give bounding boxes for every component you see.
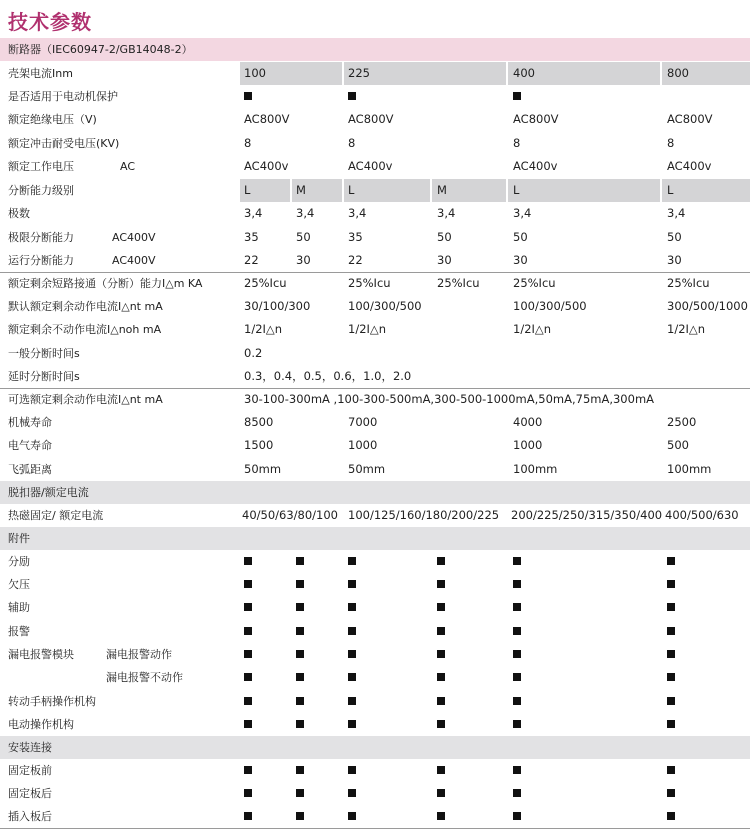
check-mark-icon	[296, 643, 304, 666]
cell-value: 100	[244, 66, 266, 80]
row-label: 电气寿命	[8, 439, 52, 452]
row-label: 额定绝缘电压（V)	[8, 113, 97, 126]
page-title: 技术参数	[8, 10, 92, 34]
check-mark-icon	[513, 573, 521, 596]
check-mark-icon	[296, 550, 304, 573]
cell-value: 1500	[244, 438, 274, 452]
row-label: 一般分断时间s	[8, 347, 80, 360]
check-mark-icon	[244, 620, 252, 643]
table-row-impulse	[0, 132, 750, 155]
check-mark-icon	[513, 643, 521, 666]
table-row-elec-life	[0, 434, 750, 457]
check-mark-icon	[348, 759, 356, 782]
table-row-residual-noop	[0, 318, 750, 341]
cell-value: 1/2I△n	[667, 322, 706, 336]
check-mark-icon	[296, 713, 304, 736]
cell-value: 50mm	[244, 462, 282, 476]
cell-value: 400	[513, 66, 535, 80]
check-mark-icon	[667, 782, 675, 805]
row-label: 转动手柄操作机构	[8, 695, 96, 708]
check-mark-icon	[667, 759, 675, 782]
section-header-release	[0, 481, 750, 504]
row-label: 热磁固定/ 额定电流	[8, 509, 104, 522]
table-row-optional-op	[0, 388, 750, 411]
row-sublabel: AC400V	[112, 254, 156, 267]
cell-value: AC400v	[348, 159, 393, 173]
cell-value: 35	[348, 230, 363, 244]
check-mark-icon	[244, 713, 252, 736]
cell-value: 3,4	[513, 206, 532, 220]
check-mark-icon	[667, 550, 675, 573]
cell-value: 22	[348, 253, 363, 267]
check-mark-icon	[348, 666, 356, 689]
check-mark-icon	[348, 782, 356, 805]
cell-value: M	[437, 183, 447, 197]
table-row-plugin	[0, 805, 750, 828]
row-label: 机械寿命	[8, 416, 52, 429]
cell-value: 8	[244, 136, 252, 150]
check-mark-icon	[244, 573, 252, 596]
cell-value: 25%Icu	[667, 276, 710, 290]
check-mark-icon	[348, 550, 356, 573]
table-row-general-time	[0, 342, 750, 365]
cell-value: 500	[667, 438, 689, 452]
row-sublabel: 漏电报警不动作	[106, 671, 183, 684]
check-mark-icon	[348, 596, 356, 619]
row-label: 分励	[8, 555, 30, 568]
check-mark-icon	[667, 690, 675, 713]
check-mark-icon	[513, 782, 521, 805]
cell-value: 3,4	[244, 206, 263, 220]
row-label: 额定工作电压	[8, 160, 74, 173]
table-row-working	[0, 155, 750, 178]
table-row-poles	[0, 202, 750, 225]
cell-value: 3,4	[296, 206, 315, 220]
cell-value: 35	[244, 230, 259, 244]
row-label: 极限分断能力	[8, 231, 74, 244]
check-mark-icon	[667, 805, 675, 828]
row-label: 固定板前	[8, 764, 52, 777]
check-mark-icon	[513, 759, 521, 782]
row-label: 插入板后	[8, 810, 52, 823]
check-mark-icon	[513, 85, 521, 108]
cell-value: 30	[667, 253, 682, 267]
check-mark-icon	[437, 573, 445, 596]
check-mark-icon	[437, 805, 445, 828]
table-row-thermal	[0, 504, 750, 527]
row-label: 漏电报警模块	[8, 648, 74, 661]
row-label: 运行分断能力	[8, 254, 74, 267]
row-label: 飞弧距离	[8, 463, 52, 476]
check-mark-icon	[244, 759, 252, 782]
table-row-residual-short	[0, 272, 750, 295]
table-row-leak-module	[0, 643, 750, 666]
check-mark-icon	[244, 782, 252, 805]
cell-value: 8	[348, 136, 356, 150]
section-title: 断路器（IEC60947-2/GB14048-2）	[8, 43, 193, 56]
table-row-ultimate	[0, 226, 750, 249]
row-label: 分断能力级别	[8, 184, 74, 197]
cell-value: 50	[437, 230, 452, 244]
cell-value: 50mm	[348, 462, 386, 476]
table-row-arc	[0, 458, 750, 481]
cell-value: AC400v	[244, 159, 289, 173]
check-mark-icon	[296, 573, 304, 596]
check-mark-icon	[437, 713, 445, 736]
check-mark-icon	[667, 596, 675, 619]
check-mark-icon	[348, 643, 356, 666]
cell-value: 225	[348, 66, 370, 80]
cell-value: L	[667, 183, 674, 197]
cell-value: 8	[667, 136, 675, 150]
cell-value: AC400v	[513, 159, 558, 173]
table-row-alarm	[0, 620, 750, 643]
row-label: 欠压	[8, 578, 30, 591]
table-row-delay-time	[0, 365, 750, 388]
table-row-motor-op	[0, 713, 750, 736]
cell-value: 300/500/1000	[667, 299, 748, 313]
table-row-handle	[0, 690, 750, 713]
table-row-front	[0, 759, 750, 782]
table-row-shunt	[0, 550, 750, 573]
cell-value: AC800V	[348, 112, 394, 126]
cell-value: 22	[244, 253, 259, 267]
cell-value: 3,4	[667, 206, 686, 220]
row-sublabel: 漏电报警动作	[106, 648, 172, 661]
cell-value: 30	[513, 253, 528, 267]
check-mark-icon	[437, 782, 445, 805]
cell-value: AC800V	[667, 112, 713, 126]
check-mark-icon	[437, 690, 445, 713]
cell-value: 100mm	[667, 462, 712, 476]
check-mark-icon	[296, 805, 304, 828]
section-header-breaker	[0, 38, 750, 61]
check-mark-icon	[513, 596, 521, 619]
cell-value: 1000	[513, 438, 543, 452]
table-row-undervoltage	[0, 573, 750, 596]
row-label: 默认额定剩余动作电流I△nt mA	[8, 300, 163, 313]
cell-value: 40/50/63/80/100	[242, 508, 338, 522]
check-mark-icon	[667, 620, 675, 643]
check-mark-icon	[513, 805, 521, 828]
cell-value: 800	[667, 66, 689, 80]
cell-value: 1/2I△n	[348, 322, 387, 336]
section-title: 脱扣器/额定电流	[8, 486, 89, 499]
cell-value: 100/125/160/180/200/225	[348, 508, 500, 522]
row-label: 延时分断时间s	[8, 370, 80, 383]
table-row-mech-life	[0, 411, 750, 434]
cell-value: 30-100-300mA ,100-300-500mA,300-500-1000mA,50mA,75mA,300mA	[244, 392, 655, 406]
cell-value: 1000	[348, 438, 378, 452]
cell-value: 0.2	[244, 346, 263, 360]
cell-value: AC400v	[667, 159, 712, 173]
row-label: 极数	[8, 207, 30, 220]
cell-value: 30	[296, 253, 311, 267]
check-mark-icon	[437, 550, 445, 573]
row-label: 壳架电流Inm	[8, 67, 73, 80]
check-mark-icon	[437, 643, 445, 666]
check-mark-icon	[667, 666, 675, 689]
table-row-leak-noop	[0, 666, 750, 689]
section-title: 附件	[8, 532, 30, 545]
row-label: 辅助	[8, 601, 30, 614]
check-mark-icon	[296, 666, 304, 689]
cell-value: 4000	[513, 415, 543, 429]
cell-value: AC800V	[513, 112, 559, 126]
check-mark-icon	[348, 690, 356, 713]
cell-value: 100mm	[513, 462, 558, 476]
check-mark-icon	[244, 666, 252, 689]
check-mark-icon	[513, 690, 521, 713]
table-row-service	[0, 249, 750, 272]
table-row-back	[0, 782, 750, 805]
cell-value: 0.3，0.4，0.5，0.6，1.0，2.0	[244, 369, 412, 383]
cell-value: 100/300/500	[348, 299, 422, 313]
row-label: 额定剩余不动作电流I△noh mA	[8, 323, 162, 336]
row-label: 额定冲击耐受电压(KV)	[8, 137, 120, 150]
check-mark-icon	[667, 713, 675, 736]
cell-value: 30	[437, 253, 452, 267]
check-mark-icon	[667, 643, 675, 666]
check-mark-icon	[244, 805, 252, 828]
cell-value: 200/225/250/315/350/400	[511, 508, 663, 522]
check-mark-icon	[348, 573, 356, 596]
row-label: 报警	[8, 625, 30, 638]
cell-value: L	[348, 183, 355, 197]
row-label: 电动操作机构	[8, 718, 74, 731]
check-mark-icon	[296, 782, 304, 805]
check-mark-icon	[296, 620, 304, 643]
row-label: 可选额定剩余动作电流I△nt mA	[8, 393, 163, 406]
check-mark-icon	[348, 85, 356, 108]
check-mark-icon	[348, 620, 356, 643]
cell-value: L	[244, 183, 251, 197]
cell-value: 1/2I△n	[513, 322, 552, 336]
section-header-installation	[0, 736, 750, 759]
cell-value: 8500	[244, 415, 274, 429]
check-mark-icon	[437, 620, 445, 643]
row-label: 固定板后	[8, 787, 52, 800]
cell-value: M	[296, 183, 306, 197]
check-mark-icon	[513, 620, 521, 643]
table-row-level	[0, 179, 750, 202]
cell-value: 50	[667, 230, 682, 244]
check-mark-icon	[296, 596, 304, 619]
check-mark-icon	[667, 573, 675, 596]
check-mark-icon	[437, 666, 445, 689]
table-row-residual-op	[0, 295, 750, 318]
check-mark-icon	[244, 550, 252, 573]
section-header-accessories	[0, 527, 750, 550]
table-row-motor	[0, 85, 750, 108]
table-row-auxiliary	[0, 596, 750, 619]
cell-value: 400/500/630	[665, 508, 739, 522]
cell-value: 100/300/500	[513, 299, 587, 313]
row-sublabel: AC	[120, 160, 136, 173]
cell-value: 25%Icu	[437, 276, 480, 290]
row-sublabel: AC400V	[112, 231, 156, 244]
table-row-frame	[0, 62, 750, 85]
cell-value: 3,4	[348, 206, 367, 220]
row-label: 额定剩余短路接通（分断）能力I△m KA	[8, 277, 203, 290]
table-row-insulation	[0, 108, 750, 131]
cell-value: 8	[513, 136, 521, 150]
cell-value: 25%Icu	[513, 276, 556, 290]
check-mark-icon	[296, 690, 304, 713]
check-mark-icon	[244, 643, 252, 666]
cell-value: 50	[296, 230, 311, 244]
check-mark-icon	[244, 85, 252, 108]
check-mark-icon	[348, 713, 356, 736]
check-mark-icon	[513, 666, 521, 689]
check-mark-icon	[348, 805, 356, 828]
check-mark-icon	[437, 596, 445, 619]
check-mark-icon	[296, 759, 304, 782]
cell-value: 25%Icu	[348, 276, 391, 290]
cell-value: 7000	[348, 415, 378, 429]
row-label: 是否适用于电动机保护	[8, 90, 118, 103]
section-title: 安装连接	[8, 741, 52, 754]
cell-value: 1/2I△n	[244, 322, 283, 336]
cell-value: 2500	[667, 415, 697, 429]
check-mark-icon	[244, 596, 252, 619]
check-mark-icon	[513, 713, 521, 736]
check-mark-icon	[437, 759, 445, 782]
check-mark-icon	[513, 550, 521, 573]
cell-value: AC800V	[244, 112, 290, 126]
cell-value: 30/100/300	[244, 299, 311, 313]
check-mark-icon	[244, 690, 252, 713]
cell-value: 25%Icu	[244, 276, 287, 290]
cell-value: 50	[513, 230, 528, 244]
cell-value: 3,4	[437, 206, 456, 220]
cell-value: L	[513, 183, 520, 197]
